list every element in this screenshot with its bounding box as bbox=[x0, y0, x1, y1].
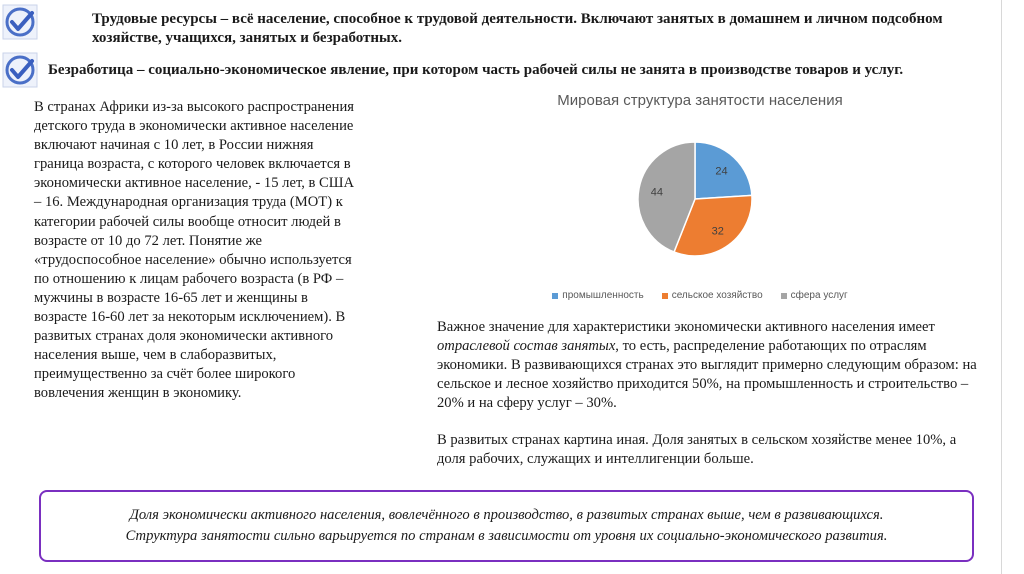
legend-label: сельское хозяйство bbox=[671, 290, 763, 301]
paragraph-sector-structure bbox=[437, 318, 997, 413]
legend-swatch bbox=[662, 293, 668, 299]
para1-emphasis: отраслевой состав занятых bbox=[437, 338, 616, 354]
legend-item bbox=[662, 290, 763, 301]
para1-text-start: Важное значение для характеристики экономически активного населения имеет bbox=[437, 319, 935, 335]
check-badge-icon bbox=[2, 4, 38, 40]
bullet-labor-resources: Трудовые ресурсы – всё население, способное к трудовой деятельности. Включают занятых в домашнем и личном подсобном хозяйстве, учащихся, занятых и безработных. bbox=[92, 11, 943, 46]
legend-item bbox=[552, 290, 643, 301]
chart-title: Мировая структура занятости населения bbox=[557, 92, 843, 109]
legend-item bbox=[781, 290, 848, 301]
summary-box bbox=[39, 490, 974, 562]
legend-label: сфера услуг bbox=[790, 290, 848, 301]
legend-label: промышленность bbox=[562, 290, 644, 301]
summary-line-1: Доля экономически активного населения, вовлечённого в производство, в развитых странах выше, чем в развивающихся. bbox=[129, 507, 884, 523]
pie-svg bbox=[500, 86, 900, 286]
summary-line-2: Структура занятости сильно варьируется по странам в зависимости от уровня их социально-экономического развития. bbox=[125, 528, 888, 544]
chart-legend bbox=[500, 290, 900, 301]
employment-pie-chart bbox=[500, 86, 900, 306]
para1-text-end: , то есть, распределение работающих по отраслям экономики. В развивающихся странах это выглядит примерно следующим образом: на сельское и лесное хозяйство приходится 50%, на промышленность и строительство – 20% и на сферу услуг – 30%. bbox=[437, 338, 977, 411]
paragraph-developed-countries: В развитых странах картина иная. Доля занятых в сельском хозяйстве менее 10%, а доля рабочих, служащих и интеллигенции больше. bbox=[437, 432, 957, 467]
legend-swatch bbox=[552, 293, 558, 299]
legend-swatch bbox=[781, 293, 787, 299]
check-badge-icon bbox=[2, 52, 38, 88]
pie-data-label: 44 bbox=[650, 186, 664, 199]
pie-data-label: 32 bbox=[711, 225, 724, 238]
left-text-block: В странах Африки из-за высокого распространения детского труда в экономически активное население включают начиная с 10 лет, в России нижняя граница возраста, с которого человек включается в экономически активное население, - 15 лет, в США – 16. Международная организация труда (МОТ) к категории рабочей силы вообще относит людей в возрасте от 10 до 72 лет. Понятие же «трудоспособное население» обычно используется по отношению к лицам рабочего возраста (в РФ – мужчины в возрасте 16-65 лет и женщины в возрасте 16-60 лет за некоторым исключением). В развитых странах доля экономически активного населения выше, чем в слаборазвитых, преимущественно за счёт более широкого вовлечения женщин в экономику. bbox=[34, 99, 355, 402]
pie-data-label: 24 bbox=[715, 165, 728, 178]
slide-right-edge bbox=[1001, 0, 1002, 574]
bullet-unemployment: Безработица – социально-экономическое явление, при котором часть рабочей силы не занята в производстве товаров и услуг. bbox=[48, 62, 904, 78]
